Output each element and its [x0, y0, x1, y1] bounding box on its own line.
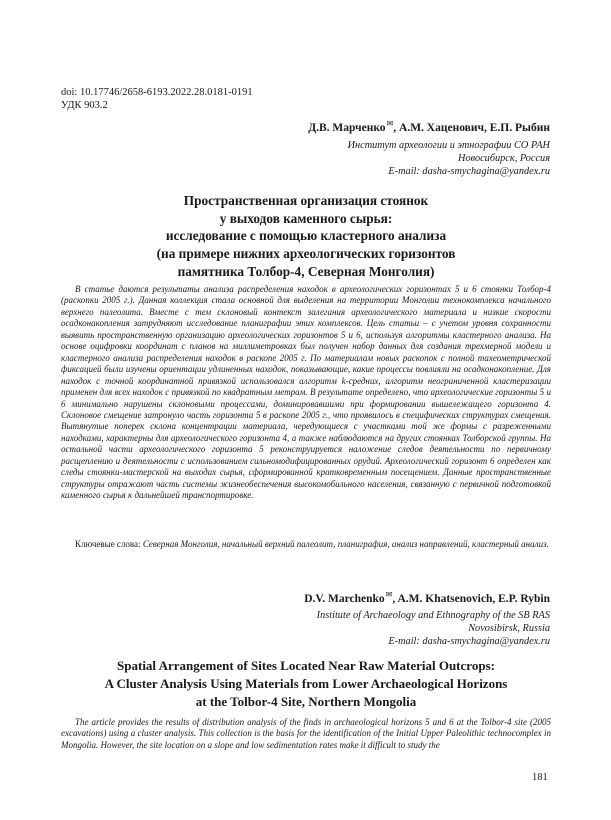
en-author-block — [304, 588, 550, 648]
en-authors — [304, 588, 550, 606]
ru-title-line: исследование с помощью кластерного анализа — [165, 228, 447, 244]
ru-corresponding-author: Д.В. Марченко — [308, 122, 386, 134]
ru-affiliation-institute: Институт археологии и этнографии СО РАН — [347, 140, 550, 151]
ru-affiliation-city: Новосибирск, Россия — [458, 153, 550, 164]
article-identifiers — [61, 87, 253, 112]
keywords-label: Ключевые слова: — [75, 539, 141, 549]
ru-article-title — [61, 192, 551, 281]
keywords-list: Северная Монголия, начальный верхний палеолит, планиграфия, анализ направлений, кластерный анализ. — [142, 539, 549, 549]
page-number: 181 — [532, 772, 548, 783]
ru-title-line: памятника Толбор-4, Северная Монголия) — [177, 263, 435, 279]
ru-title-line: Пространственная организация стоянок — [183, 193, 429, 208]
ru-abstract: В статье даются результаты анализа распределения находок в археологических горизонтах 5 и 6 стоянки Толбор-4 (раскопки 2005 г.). Данная коллекция стала основной для выделения на территории Монголии технокомплекса начального верхнего палеолита. Вместе с тем склоновый контекст залегания археологического материала и низкие скорости осадконакопления затрудняют исследование планиграфии этих комплексов. Цель статьи – с учетом уровня сохранности выявить пространственную организацию археологических горизонтов 5 и 6, используя алгоритмы кластерного анализа. На основе оцифровки координат с планов на миллиметровках был получен набор данных для создания трехмерной модели и кластерного анализа распределения находок в раскопе 2005 г. По материалам новых раскопок с полной тахеометрической фиксацией были изучены ориентации удлиненных находок, показывающие, какие процессы повлияли на осадконакопление. Для находок с точной координатной привязкой использовался алгоритм k-средних, алгоритм неограниченной кластеризации применен для всех находок с привязкой по квадратным метрам. В результате определено, что археологические горизонты 5 и 6 минимально нарушены склоновыми процессами, доминировавшими при формировании вышележащего горизонта 4. Склоновое смещение затронуло часть горизонта 5 в раскопе 2005 г., что проявилось в специфических структурах смещения. Вытянутые поперек склона концентрации материала, чередующиеся с участками той же формы с разреженными находками, характерны для археологического горизонта 4, а также наблюдаются на других стоянках Толборской группы. На остальной части археологического горизонта 5 реконструируется наложение следов деятельности по первичному расщеплению и деятельности с использованием сильномодифицированных орудий. Археологический горизонт 6 определен как следы стоянки-мастерской на выходах сырья, сформированной кратковременным посещением. Данные пространственные структуры отражают часть системы жизнеобеспечения высокомобильного населения, связанную с первичной подготовкой каменного сырья к дальнейшей транспортировке. — [61, 284, 551, 501]
ru-keywords — [61, 539, 551, 550]
ru-affiliation-email[interactable]: E-mail: dasha-smychagina@yandex.ru — [388, 166, 550, 177]
en-title-line: at the Tolbor-4 Site, Northern Mongolia — [195, 694, 417, 709]
en-title-line: A Cluster Analysis Using Materials from Lower Archaeological Horizons — [104, 676, 508, 691]
envelope-icon: ✉ — [385, 590, 393, 599]
en-corresponding-author: D.V. Marchenko — [304, 593, 385, 605]
ru-author-block — [308, 117, 550, 178]
ru-authors — [308, 117, 550, 135]
en-affiliation-institute: Institute of Archaeology and Ethnography of the SB RAS — [316, 610, 550, 621]
en-title-line: Spatial Arrangement of Sites Located Near Raw Material Outcrops: — [117, 658, 495, 673]
envelope-icon: ✉ — [386, 119, 394, 128]
ru-title-line: (на примере нижних археологических горизонтов — [156, 246, 456, 262]
en-abstract: The article provides the results of distribution analysis of the finds in archaeological horizons 5 and 6 at the Tolbor-4 site (2005 excavations) using a cluster analysis. This collection is the basis for the identification of the Initial Upper Paleolithic technocomplex in Mongolia. However, the site location on a slope and low sedimentation rates make it difficult to study the — [61, 717, 551, 750]
en-coauthors: , A.M. Khatsenovich, E.P. Rybin — [392, 593, 550, 605]
en-article-title — [61, 657, 551, 711]
en-affiliation-email[interactable]: E-mail: dasha-smychagina@yandex.ru — [388, 636, 550, 647]
ru-title-line: у выходов каменного сырья: — [219, 210, 393, 226]
udk-code: УДК 903.2 — [61, 99, 108, 111]
ru-coauthors: , А.М. Хаценович, Е.П. Рыбин — [393, 122, 550, 134]
doi[interactable]: doi: 10.17746/2658-6193.2022.28.0181-0191 — [61, 87, 253, 98]
en-affiliation-city: Novosibirsk, Russia — [468, 623, 550, 634]
